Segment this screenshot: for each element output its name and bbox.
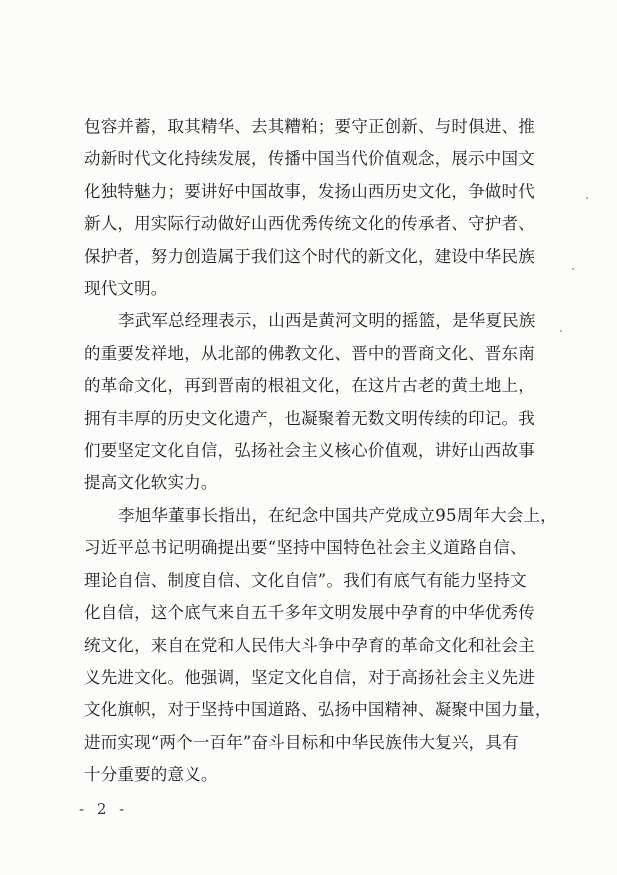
- line-text: 理论自信、制度自信、文化自信”。我们有底气有能力坚持文: [84, 570, 527, 590]
- line-text: 动新时代文化持续发展，传播中国当代价值观念，展示中国文: [84, 149, 535, 169]
- line-text: 十分重要的意义。: [84, 765, 218, 785]
- page-number: - 2 -: [79, 800, 129, 818]
- line-text: 文化旗帜，对于坚持中国道路、弘扬中国精神、凝聚中国力量，: [84, 700, 552, 720]
- line-text: 化自信，这个底气来自五千多年文明发展中孕育的中华优秀传: [84, 603, 535, 623]
- line-text: 提高文化软实力。: [84, 473, 218, 493]
- paragraph: [84, 500, 557, 792]
- scan-speck: [572, 268, 574, 270]
- paragraph-line: [84, 565, 544, 597]
- line-text: 保护者，努力创造属于我们这个时代的新文化，建设中华民族: [84, 246, 535, 266]
- paragraph-line: [84, 727, 544, 759]
- line-text: 李旭华董事长指出，在纪念中国共产党成立95周年大会上，: [118, 505, 557, 525]
- line-text: 李武军总经理表示，山西是黄河文明的摇篮，是华夏民族: [118, 311, 536, 331]
- line-text: 化独特魅力；要讲好中国故事，发扬山西历史文化，争做时代: [84, 181, 535, 201]
- line-text: 拥有丰厚的历史文化遗产，也凝聚着无数文明传续的印记。我: [84, 408, 535, 428]
- line-text: 义先进文化。他强调，坚定文化自信，对于高扬社会主义先进: [84, 667, 535, 687]
- paragraph-line: [84, 662, 544, 694]
- paragraph-line: [84, 176, 544, 208]
- paragraph-line: [84, 694, 552, 726]
- line-text: 习近平总书记明确提出要“坚持中国特色社会主义道路自信、: [84, 538, 527, 558]
- paragraph-line: [84, 338, 544, 370]
- paragraph-line: [84, 435, 544, 467]
- paragraph-line: [84, 630, 544, 662]
- line-text: 统文化，来自在党和人民伟大斗争中孕育的革命文化和社会主: [84, 635, 535, 655]
- paragraph-line: [84, 403, 544, 435]
- line-text: 进而实现“两个一百年”奋斗目标和中华民族伟大复兴，具有: [84, 732, 519, 752]
- paragraph-line: [84, 370, 544, 402]
- paragraph-line: [84, 305, 544, 337]
- line-text: 现代文明。: [84, 279, 168, 299]
- paragraph: [84, 305, 544, 499]
- line-text: 们要坚定文化自信，弘扬社会主义核心价值观，讲好山西故事: [84, 441, 535, 461]
- line-text: 包容并蓄，取其精华、去其糟粕；要守正创新、与时俱进、推: [84, 117, 535, 136]
- scan-speck: [560, 330, 562, 332]
- paragraph: [84, 111, 544, 305]
- line-text: 的革命文化，再到晋南的根祖文化，在这片古老的黄土地上，: [84, 376, 535, 396]
- line-text: 新人，用实际行动做好山西优秀传统文化的传承者、守护者、: [84, 214, 535, 234]
- document-body: [84, 111, 557, 792]
- paragraph-line: [84, 467, 544, 499]
- paragraph-line: [84, 597, 544, 629]
- paragraph-line: [84, 143, 544, 175]
- paragraph-line: [84, 759, 544, 791]
- paragraph-line: [84, 500, 557, 532]
- scan-speck: [586, 197, 588, 199]
- paragraph-line: [84, 241, 544, 273]
- paragraph-line: [84, 111, 544, 143]
- line-text: 的重要发祥地，从北部的佛教文化、晋中的晋商文化、晋东南: [84, 343, 535, 363]
- paragraph-line: [84, 273, 544, 305]
- paragraph-line: [84, 532, 544, 564]
- paragraph-line: [84, 208, 544, 240]
